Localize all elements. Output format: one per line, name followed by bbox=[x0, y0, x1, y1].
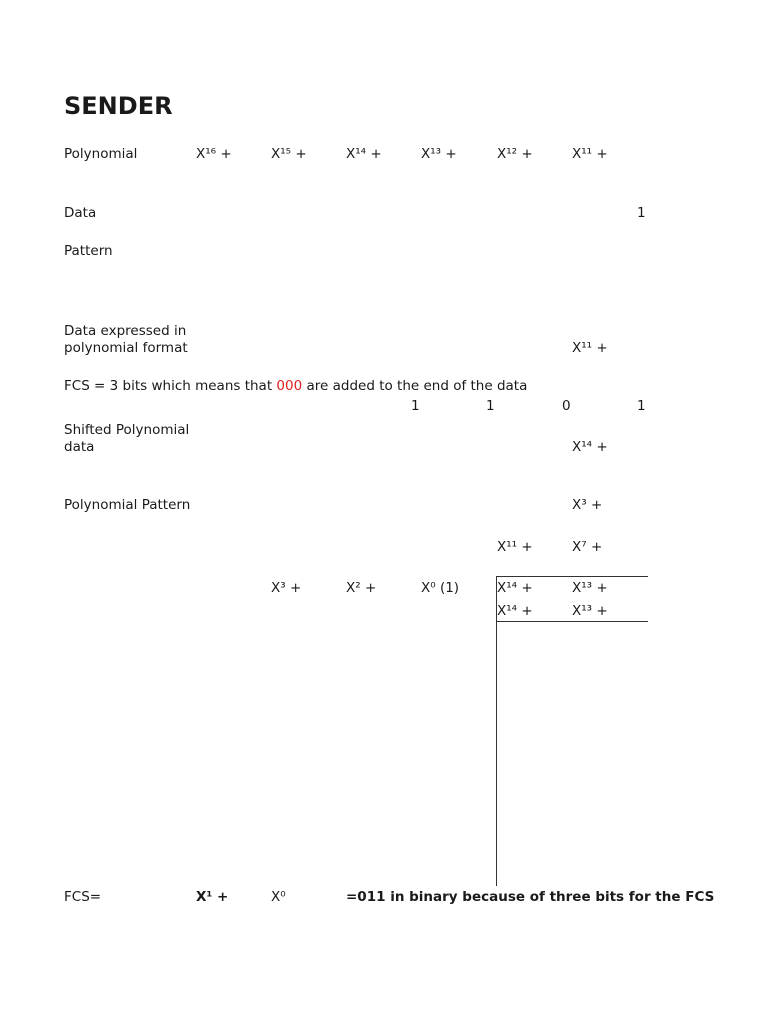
divisor-term: X³ + bbox=[271, 580, 302, 596]
poly-term-x16: X¹⁶ + bbox=[196, 146, 232, 162]
divisor-term: X⁰ (1) bbox=[421, 580, 460, 596]
data-bit-value: 1 bbox=[637, 205, 646, 221]
fcs-note bbox=[64, 378, 527, 395]
data-poly-term: X¹¹ + bbox=[572, 340, 608, 356]
poly-term-x14: X¹⁴ + bbox=[346, 146, 382, 162]
shifted-term: X¹⁴ + bbox=[572, 439, 608, 455]
data-label: Data bbox=[64, 205, 97, 221]
fcs-note-before: FCS = 3 bits which means that bbox=[64, 378, 277, 394]
shifted-label-line2: data bbox=[64, 439, 95, 455]
data-poly-label-line2: polynomial format bbox=[64, 340, 188, 356]
subtract-term: X¹⁴ + bbox=[497, 603, 533, 619]
data-poly-label-line1: Data expressed in bbox=[64, 323, 187, 339]
poly-pattern-term: X³ + bbox=[572, 497, 603, 513]
fcs-result-label: FCS= bbox=[64, 889, 102, 905]
quotient-term: X⁷ + bbox=[572, 539, 603, 555]
shifted-bit: 1 bbox=[486, 398, 495, 414]
shifted-label-line1: Shifted Polynomial bbox=[64, 422, 190, 438]
poly-term-x13: X¹³ + bbox=[421, 146, 457, 162]
polynomial-label: Polynomial bbox=[64, 146, 138, 162]
pattern-label: Pattern bbox=[64, 243, 113, 259]
quotient-term: X¹¹ + bbox=[497, 539, 533, 555]
divisor-term: X² + bbox=[346, 580, 377, 596]
fcs-note-after: are added to the end of the data bbox=[302, 378, 528, 394]
division-bracket-left bbox=[496, 576, 497, 886]
fcs-result-term2: X⁰ bbox=[271, 889, 286, 905]
poly-term-x15: X¹⁵ + bbox=[271, 146, 307, 162]
shifted-bit: 1 bbox=[637, 398, 646, 414]
dividend-term: X¹⁴ + bbox=[497, 580, 533, 596]
page-title: SENDER bbox=[64, 92, 173, 120]
division-bracket-top bbox=[496, 576, 648, 577]
fcs-result-note: =011 in binary because of three bits for the FCS bbox=[346, 889, 715, 905]
shifted-bit: 1 bbox=[411, 398, 420, 414]
poly-term-x12: X¹² + bbox=[497, 146, 533, 162]
fcs-note-highlight: 000 bbox=[276, 378, 303, 394]
dividend-term: X¹³ + bbox=[572, 580, 608, 596]
subtraction-underline bbox=[496, 621, 648, 622]
subtract-term: X¹³ + bbox=[572, 603, 608, 619]
poly-term-x11: X¹¹ + bbox=[572, 146, 608, 162]
fcs-result-term1: X¹ + bbox=[196, 889, 229, 905]
shifted-bit: 0 bbox=[562, 398, 571, 414]
poly-pattern-label: Polynomial Pattern bbox=[64, 497, 191, 513]
